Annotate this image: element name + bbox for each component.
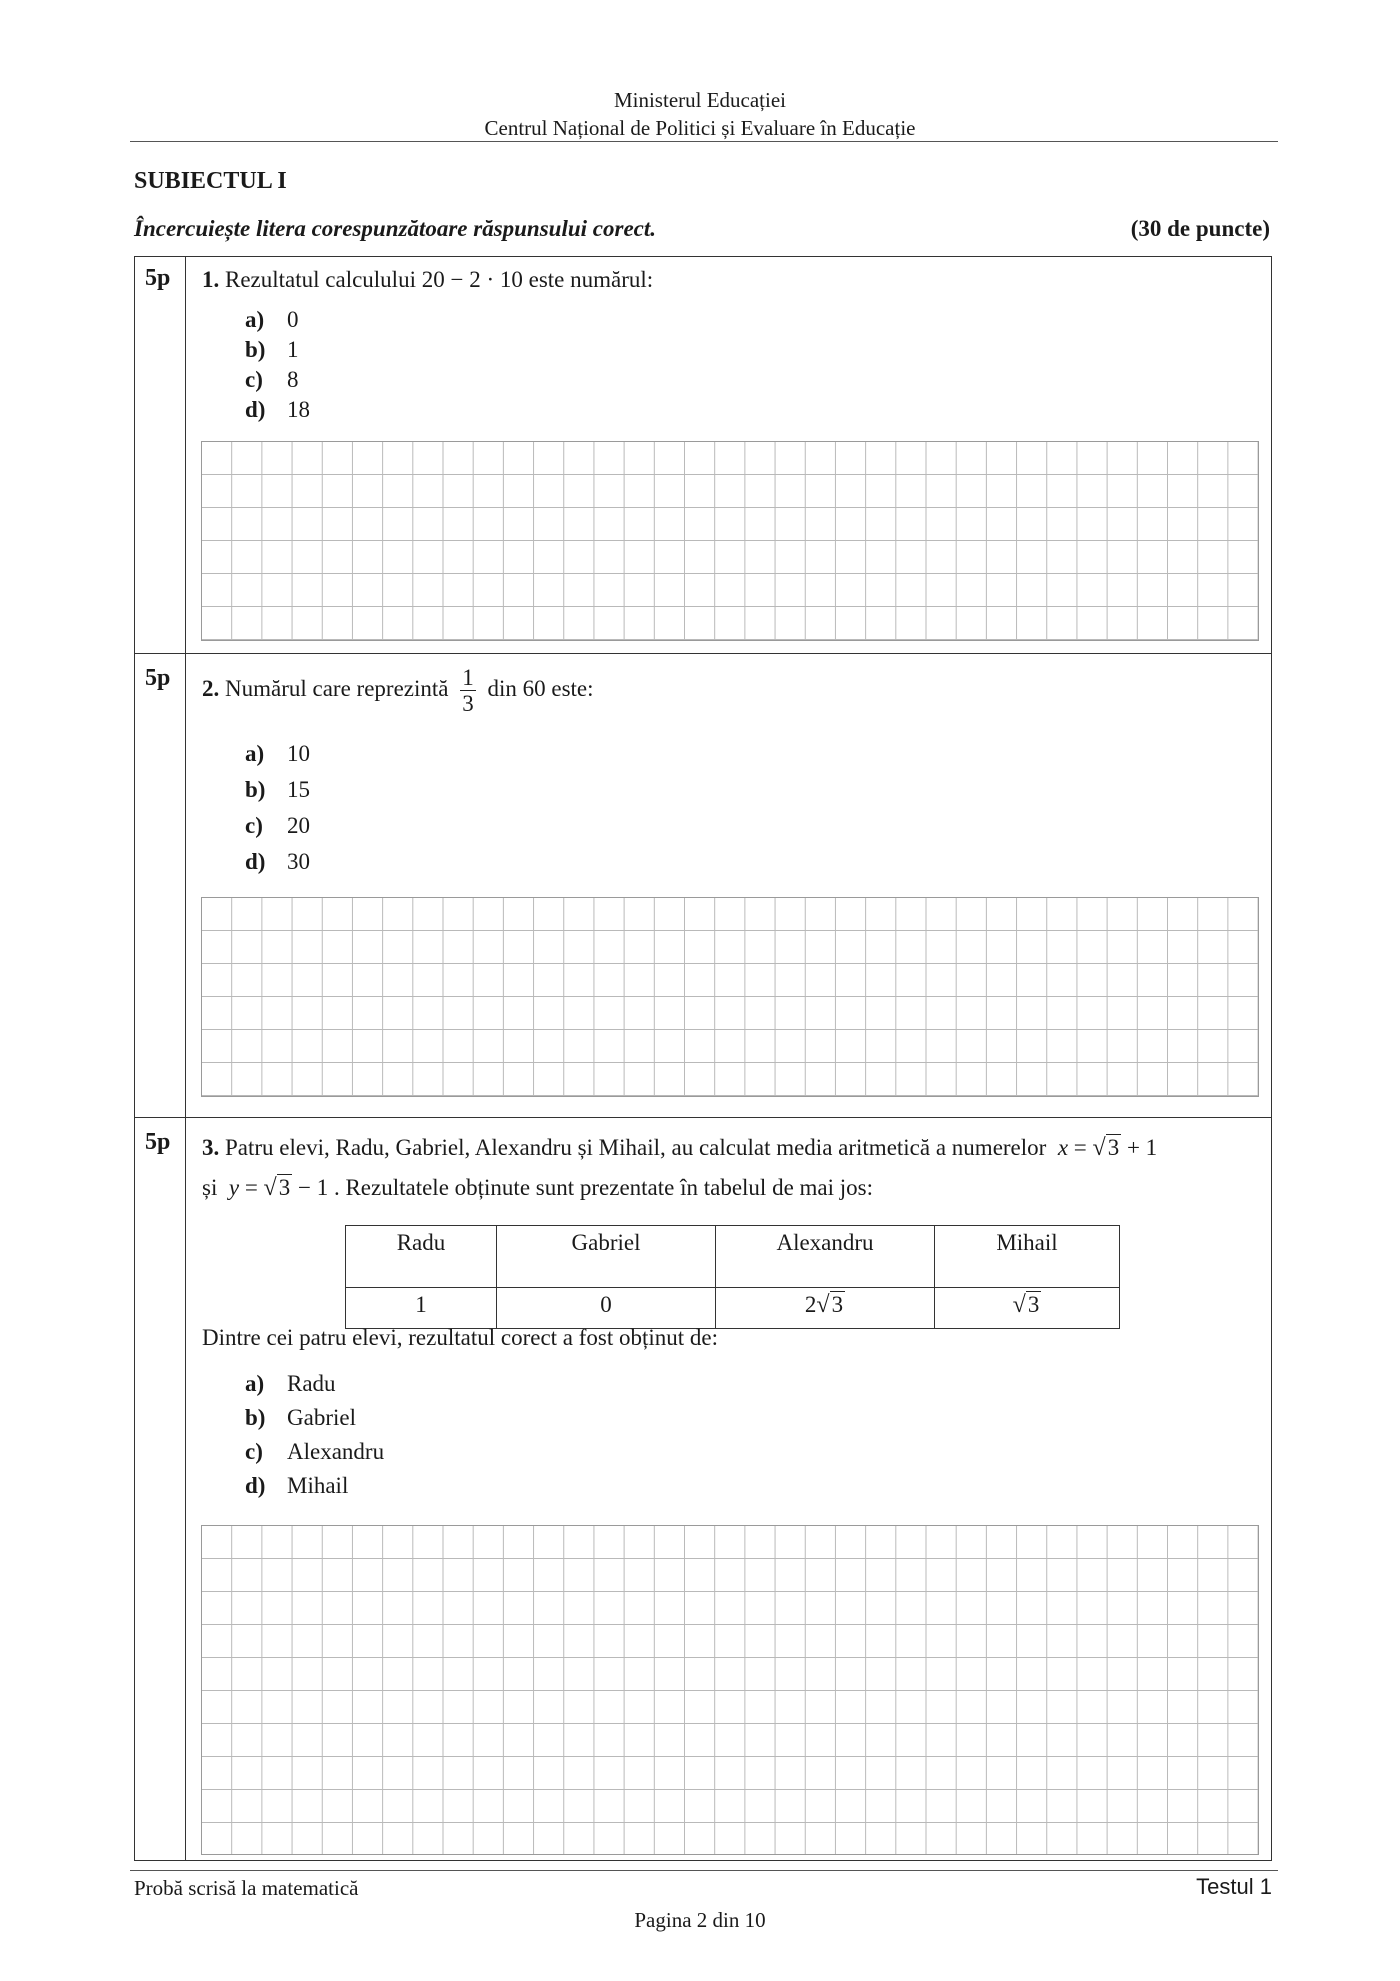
question-1-answer-grid[interactable] <box>201 441 1259 641</box>
table-header-cell: Radu <box>346 1226 497 1288</box>
page-header <box>0 86 1400 142</box>
footer-test-number: Testul 1 <box>1196 1874 1272 1899</box>
option-1b[interactable]: b) 1 <box>245 337 299 362</box>
questions-table <box>134 256 1272 1861</box>
question-3-text-line1: 3. Patru elevi, Radu, Gabriel, Alexandru și Mihail, au calculat media aritmetică a numerelor x = √3 + 1 <box>202 1135 1158 1161</box>
ministry-name: Ministerul Educației <box>613 88 787 112</box>
y-definition: y = √3 − 1 <box>228 1175 329 1201</box>
question-3-answer-grid[interactable] <box>201 1525 1259 1855</box>
results-table-header <box>346 1226 1120 1288</box>
option-1a[interactable]: a) 0 <box>245 307 299 332</box>
question-1-score: 5p <box>145 265 171 291</box>
table-header-cell: Alexandru <box>716 1226 935 1288</box>
option-1c[interactable]: c) 8 <box>245 367 299 392</box>
footer-exam-name: Probă scrisă la matematică <box>134 1876 359 1900</box>
table-header-cell: Mihail <box>935 1226 1120 1288</box>
table-value-cell: 1 <box>346 1288 497 1329</box>
option-2d[interactable]: d) 30 <box>245 849 310 874</box>
table-header-cell: Gabriel <box>497 1226 716 1288</box>
question-2-number: 2. <box>202 675 220 701</box>
results-table-values <box>346 1288 1120 1329</box>
option-2b[interactable]: b) 15 <box>245 777 310 802</box>
question-1-text-before: Rezultatul calculului <box>225 267 416 292</box>
footer-divider <box>130 1870 1278 1871</box>
results-table <box>345 1225 1120 1329</box>
question-2-text-before: Numărul care reprezintă <box>225 675 449 701</box>
option-2a[interactable]: a) 10 <box>245 741 310 766</box>
question-1-options <box>245 307 310 427</box>
fraction-one-third: $\frac{1}{3}$ <box>462 665 474 716</box>
option-3b[interactable]: b) Gabriel <box>245 1405 356 1430</box>
sqrt-symbol: √3 <box>816 1292 844 1318</box>
question-2-text <box>202 665 594 716</box>
score-column-divider <box>185 257 186 1860</box>
question-1-text-after: este numărul: <box>528 267 654 292</box>
question-3-options <box>245 1371 384 1507</box>
question-2-text-after: din 60 este: <box>487 675 594 701</box>
sqrt-symbol: √3 <box>1012 1292 1040 1318</box>
section-points: (30 de puncte) <box>1130 216 1270 241</box>
page-number: Pagina 2 din 10 <box>634 1908 766 1932</box>
x-definition: x = √3 + 1 <box>1057 1135 1158 1161</box>
center-name: Centrul Național de Politici și Evaluare în Educație <box>484 116 916 140</box>
table-value-cell: 0 <box>497 1288 716 1329</box>
option-3c[interactable]: c) Alexandru <box>245 1439 385 1464</box>
question-1-number: 1. <box>202 267 220 292</box>
option-1d[interactable]: d) 18 <box>245 397 310 422</box>
question-3-conclusion: Dintre cei patru elevi, rezultatul corect a fost obținut de: <box>202 1325 719 1350</box>
question-1-expression: 20 − 2 · 10 <box>421 267 523 292</box>
table-value-cell <box>935 1288 1120 1329</box>
sqrt-symbol: √3 <box>263 1175 291 1201</box>
question-1-text <box>202 267 653 293</box>
option-3d[interactable]: d) Mihail <box>245 1473 349 1498</box>
table-value-cell: 2√3 <box>716 1288 935 1329</box>
row-divider <box>135 653 1271 654</box>
question-2-answer-grid[interactable] <box>201 897 1259 1097</box>
question-3-text-line2: și y = √3 − 1 . Rezultatele obținute sunt prezentate în tabelul de mai jos: <box>202 1175 874 1201</box>
sqrt-symbol: √3 <box>1092 1135 1120 1161</box>
section-title: SUBIECTUL I <box>134 168 287 194</box>
question-2-score: 5p <box>145 665 171 691</box>
section-instruction: Încercuiește litera corespunzătoare răspunsului corect. <box>134 216 657 241</box>
option-3a[interactable]: a) Radu <box>245 1371 336 1396</box>
question-2-options <box>245 741 310 885</box>
option-2c[interactable]: c) 20 <box>245 813 310 838</box>
question-3-score: 5p <box>145 1129 171 1155</box>
question-3-number: 3. <box>202 1135 220 1160</box>
row-divider <box>135 1117 1271 1118</box>
header-divider <box>130 141 1278 142</box>
